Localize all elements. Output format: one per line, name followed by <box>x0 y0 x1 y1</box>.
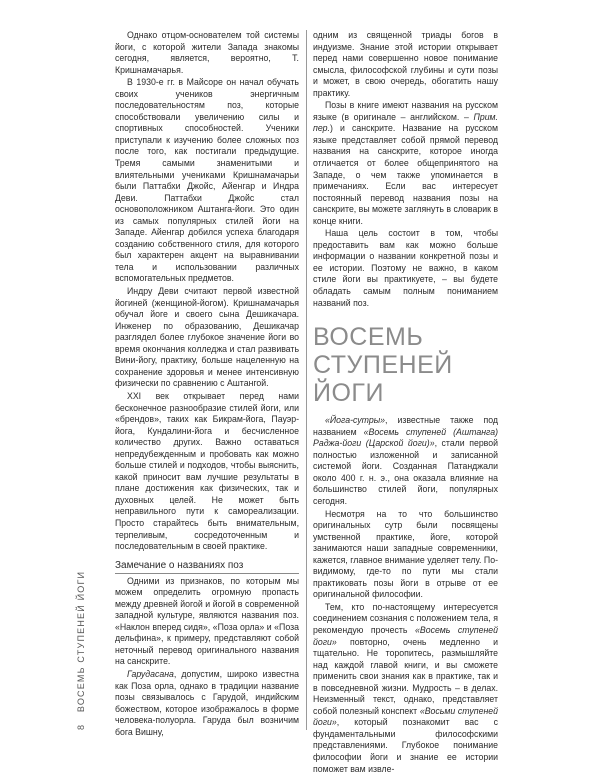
paragraph: Наша цель состоит в том, чтобы предоставить вам как можно больше информации о названии конкретной позы и ее истории. Поэтому не важно, в каком стиле йоги вы практикуете, – вы будете обладать самым полным пониманием названий поз. <box>313 228 498 308</box>
section-heading-line: ВОСЕМЬ <box>313 323 424 352</box>
text-run: Позы в книге имеют названия на русском языке (в оригинале – английском. – <box>313 100 498 122</box>
section-heading <box>313 323 498 407</box>
text-run: , известные также под названием <box>313 415 498 437</box>
column-divider <box>306 30 307 730</box>
paragraph <box>115 669 299 738</box>
italic-title: «Восьми ступеней йоги» <box>313 705 498 728</box>
paragraph: XXI век открывает перед нами бесконечное разнообразие стилей йоги, или «брендов», таких как Бикрам-йога, Пауэр-йога, Кундалини-йога и бесчисленное количество других. Важно оставаться непредубежденным и пробовать как можно больше стилей и подходов, чтобы выяснить, какой приносит вам лучшие результаты в плане достижения как физических, так и духовных целей. Не может быть неправильного пути к самореализации. Просто старайтесь быть внимательным, терпеливым, сосредоточенным и последовательным в своей практике. <box>115 390 299 552</box>
translator-note: Прим. пер. <box>313 111 498 134</box>
right-column <box>313 30 498 775</box>
paragraph: В 1930-е гг. в Майсоре он начал обучать своих учеников энергичным последовательностям поз, которые способствовали увеличению силы и спортивных способностей. Ученики приступали к изучению более сложных поз после того, как постигали предыдущие. Тремя самыми знаменитыми и влиятельными учениками Кришнамачарьи были Паттабхи Джойс, Айенгар и Индра Деви. Паттабхи Джойс стал основоположником Аштанга-йоги. Это один из самых популярных стилей йоги на Западе. Айенгар добился успеха благодаря созданию собственного стиля, для которого был характерен акцент на выравнивании тела и использовании различных вспомогательных предметов. <box>115 77 299 284</box>
paragraph <box>313 415 498 507</box>
page-number: 8 <box>76 723 86 730</box>
italic-title: «Восемь ступеней йоги» <box>313 624 498 647</box>
running-title: ВОСЕМЬ СТУПЕНЕЙ ЙОГИ <box>76 570 86 713</box>
text-run: , стали первой полностью изложенной и записанной системой йоги. Созданная Патанджали около 400 г. н. э., она оказала влияние на большинство стилей йоги, популярных сегодня. <box>313 438 498 506</box>
side-running-header <box>76 571 86 730</box>
paragraph: одним из священной триады богов в индуизме. Знание этой истории открывает перед нами совершенно новое понимание смысла, философской глубины и сути позы и может, в свою очередь, обогатить нашу практику. <box>313 30 498 98</box>
paragraph: Несмотря на то что большинство оригинальных сутр были посвящены умственной практике, йоге, которой занимаются наши западные современники, кажется, главное внимание уделяет телу. По-видимому, где-то по пути мы стали практиковать позы йоги в отрыве от ее оригинальной философии. <box>313 508 498 600</box>
left-column <box>115 30 299 738</box>
paragraph: Индру Деви считают первой известной йогиней (женщиной-йогом). Кришнамачарья обучал йоге и своего сына Дешикачара. Инженер по образованию, Дешикачар разглядел более глубокое значение йоги во время окончания колледжа и стал развивать Вини-йогу, практику, больше нацеленную на сохранение здоровья и менее интенсивную физически по сравнению с Аштангой. <box>115 286 299 389</box>
section-heading-line: СТУПЕНЕЙ ЙОГИ <box>313 351 453 408</box>
section-subheading: Замечание о названиях поз <box>115 559 299 574</box>
paragraph <box>313 602 498 775</box>
text-run: ) и санскрите. Название на русском языке представляет собой прямой перевод названия на санскрите, которое иногда отличается от более общепринятого на Западе, о чем также упоминается в примечаниях. Если вас интересует постоянный перевод названия позы на санскрите, вы можете заглянуть в словарик в конце книги. <box>313 123 498 226</box>
paragraph: Однако отцом-основателем той системы йоги, с которой жители Запада знакомы сегодня, является, вероятно, Т. Кришнамачарья. <box>115 30 299 75</box>
italic-title: «Восемь ступеней (Аштанга) Раджа-йоги (Царской йоги)» <box>313 426 499 449</box>
paragraph <box>313 100 498 227</box>
text-run: , допустим, широко известна как Поза орла, однако в традиции название позы связывалось с Гарудой, индийским божеством, которое изображалось в форме человека-полуорла. Гаруда был возничим бога Вишну, <box>115 668 299 737</box>
italic-title: «Йога-сутры» <box>325 415 386 426</box>
text-run: повторно, очень медленно и тщательно. Не торопитесь, размышляйте над каждой главой книги, и вы сможете применить свои знания как в практике, так и в повседневной жизни. Мудрость – в делах. Неизменный текст, однако, представляет собой полезный конспект <box>313 636 498 716</box>
text-run: Тем, кто по-настоящему интересуется соединением сознания с положением тела, я рекомендую прочесть <box>313 601 498 635</box>
paragraph: Одними из признаков, по которым мы можем определить огромную пропасть между древней йогой и йогой в современной западной культуре, являются названия поз. «Наклон вперед сидя», «Поза орла» и «Поза дельфина», к примеру, представляют собой неточный перевод оригинального названия на санскрите. <box>115 575 299 667</box>
italic-term: Гарудасана <box>127 668 174 679</box>
text-run: , который познакомит вас с фундаментальными философскими представлениями. Глубокое понимание философии йоги и знание ее истории поможет вам извле- <box>313 717 498 774</box>
